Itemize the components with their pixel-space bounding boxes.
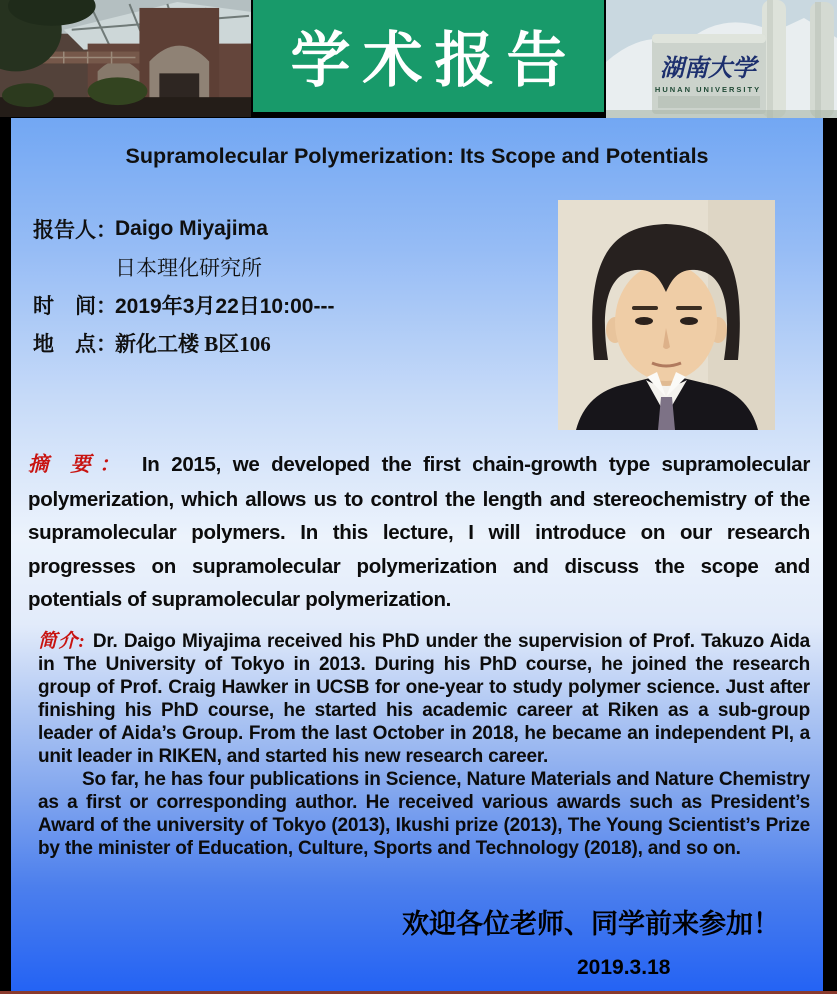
gate-calligraphy: 湖南大学 <box>660 53 756 82</box>
time-row <box>33 286 334 324</box>
campus-building-illustration <box>0 0 251 117</box>
poster-body <box>11 118 823 991</box>
time-label: 时 间： <box>33 294 117 318</box>
venue-row <box>33 324 334 362</box>
bio-paragraph-1-text: Dr. Daigo Miyajima received his PhD under the supervision of Prof. Takuzo Aida in The University of Tokyo in 2013. During his PhD course, he joined the research group of Prof. Craig Hawker in UCSB for one-year to study polymer science. Just after finishing his PhD course, he started his academic career at Riken as a sub-group leader of Aida’s Group. From the last October in 2018, he became an independent PI, a unit leader in RIKEN, and started his new research career. <box>38 631 811 767</box>
speaker-portrait-illustration <box>558 200 775 430</box>
speaker-row <box>33 210 334 248</box>
speaker-portrait <box>558 200 775 430</box>
venue-label: 地 点： <box>33 332 117 356</box>
lecture-title: Supramolecular Polymerization: Its Scope and Potentials <box>125 144 709 168</box>
speaker-affiliation: 日本理化研究所 <box>115 256 262 280</box>
poster-header <box>0 0 837 118</box>
abstract-text: In 2015, we developed the first chain-growth type supramolecular polymerization, which allows us to control the length and stereochemistry of the supramolecular polymers. In this lecture, I will introduce on our research progresses on supramolecular polymerization and discuss the scope and potentials of supramolecular polymerization. <box>28 453 811 611</box>
bio-paragraph-2: So far, he has four publications in Science, Nature Materials and Nature Chemistry as a first or corresponding author. He received various awards such as President’s Award of the university of Tokyo (2013), Ikushi prize (2013), The Young Scientist’s Prize by the minister of Education, Culture, Sports and Technology (2018), and so on. <box>38 769 810 859</box>
bio-section <box>38 630 810 860</box>
banner-title: 学术报告 <box>290 26 579 96</box>
welcome-message: 欢迎各位老师、同学前来参加！ <box>402 909 780 940</box>
bio-label: 简介: <box>38 631 85 652</box>
lecture-details <box>33 210 334 362</box>
gate-caption: HUNAN UNIVERSITY <box>654 85 762 94</box>
time-value: 2019年3月22日10:00--- <box>115 295 335 318</box>
venue-value: 新化工楼 B区106 <box>115 332 271 356</box>
banner <box>253 0 604 112</box>
speaker-name: Daigo Miyajima <box>115 217 268 240</box>
campus-building-photo <box>0 0 251 117</box>
affiliation-row <box>33 248 334 286</box>
bio-paragraph-1 <box>38 630 810 768</box>
speaker-label: 报告人： <box>33 218 117 242</box>
abstract-section <box>28 448 810 617</box>
university-gate-photo <box>606 0 837 118</box>
poster-date: 2019.3.18 <box>577 956 671 979</box>
university-gate-illustration <box>606 0 837 118</box>
abstract-label: 摘 要： <box>28 454 128 476</box>
